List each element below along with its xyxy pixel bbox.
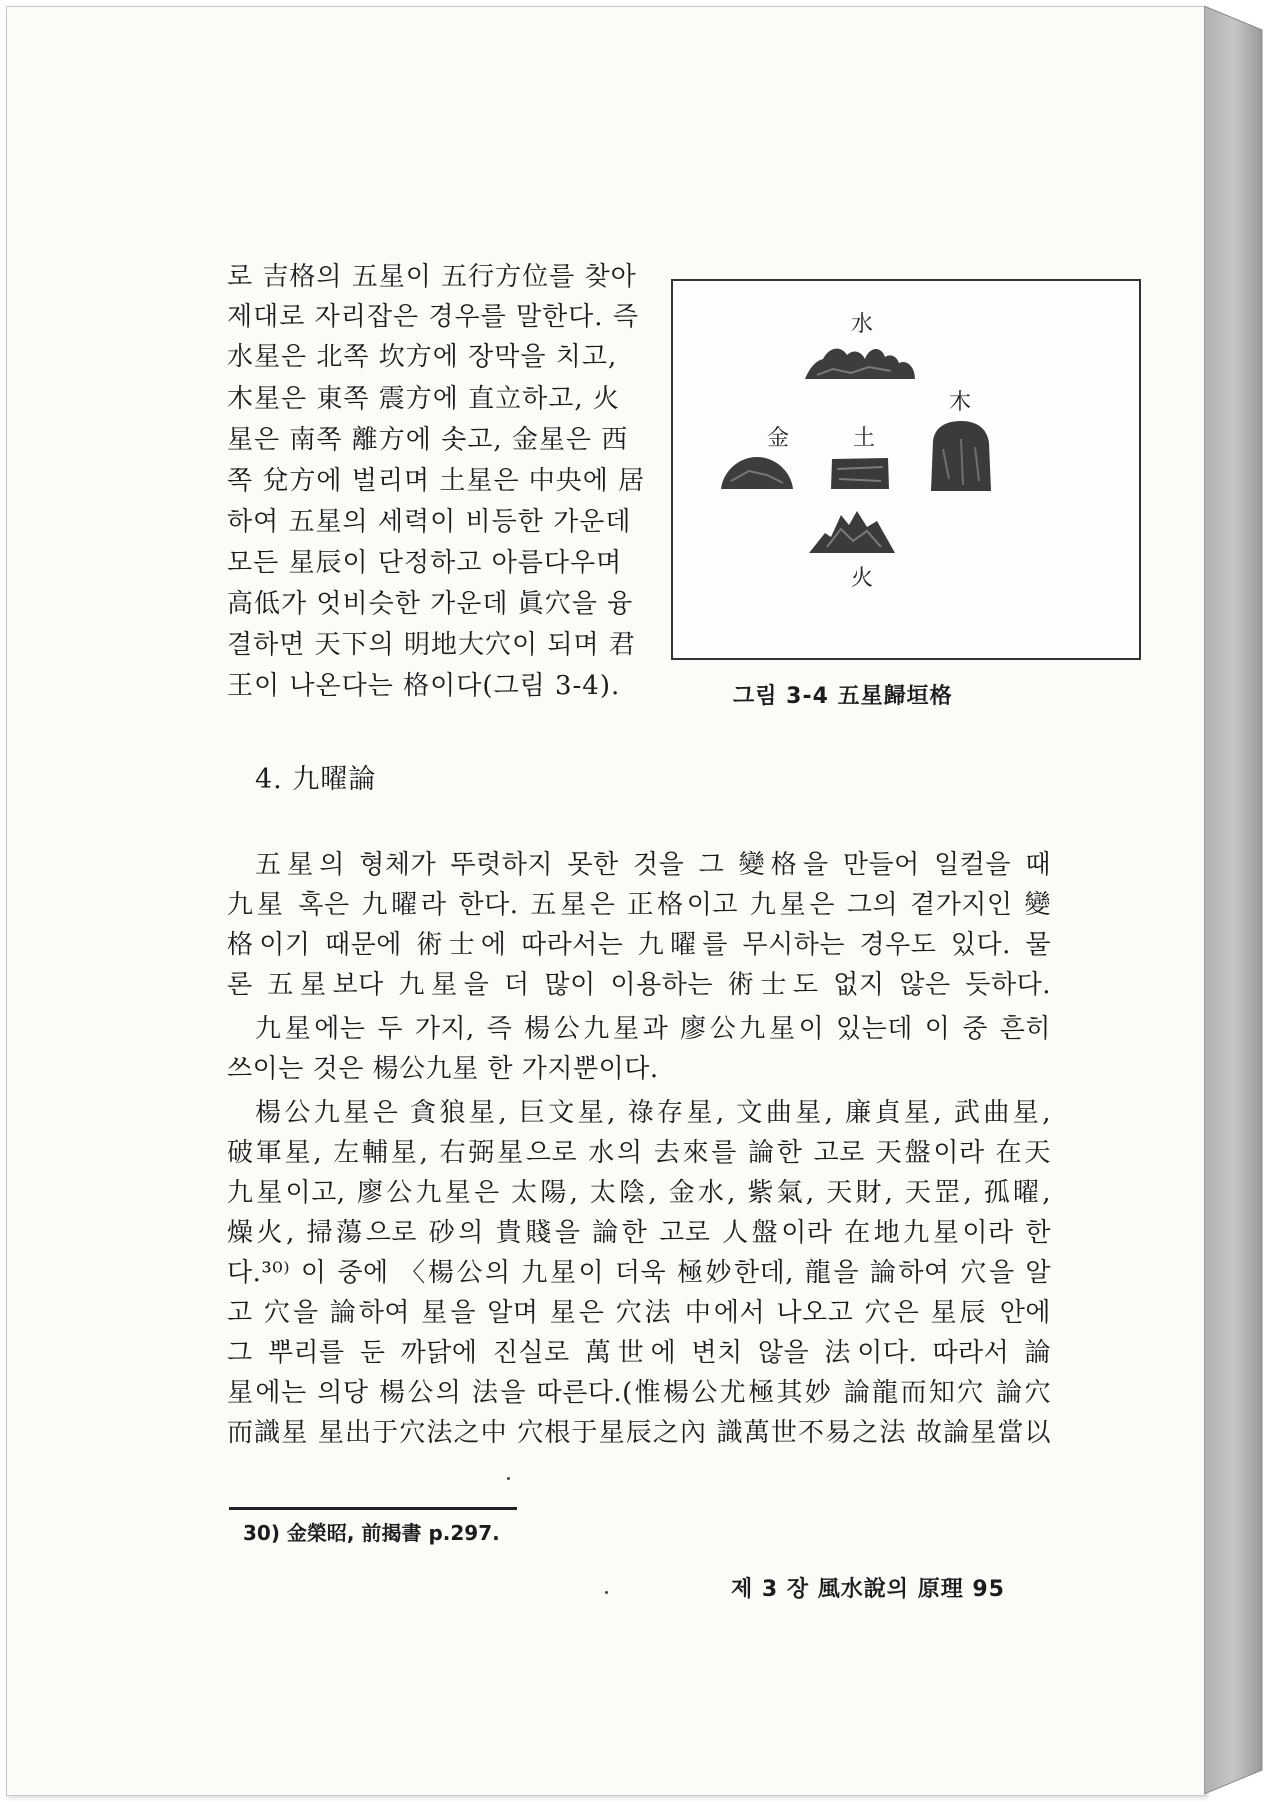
body-line: 破軍星, 左輔星, 右弼星으로 水의 去來를 論한 고로 天盤이라 在天	[227, 1138, 1051, 1168]
body-line: 楊公九星은 貪狼星, 巨文星, 祿存星, 文曲星, 廉貞星, 武曲星,	[255, 1098, 1051, 1128]
section-heading: 4. 九曜論	[255, 764, 377, 795]
body-line: 고 穴을 論하여 星을 알며 星은 穴法 中에서 나오고 穴은 星辰 안에	[227, 1298, 1051, 1328]
body-line: 九星 혹은 九曜라 한다. 五星은 正格이고 九星은 그의 곁가지인 變	[227, 890, 1051, 920]
body-line: 五星의 형체가 뚜렷하지 못한 것을 그 變格을 만들어 일컬을 때	[255, 850, 1051, 880]
body-line: 론 五星보다 九星을 더 많이 이용하는 術士도 없지 않은 듯하다.	[227, 970, 1051, 1000]
intro-line: 木星은 東쪽 震方에 直立하고, 火	[227, 384, 620, 414]
print-speck	[507, 1477, 510, 1480]
footnote-rule	[229, 1507, 517, 1510]
label-wood: 木	[949, 390, 972, 415]
metal-star-shape	[719, 453, 795, 491]
intro-line: 星은 南쪽 離方에 솟고, 金星은 西	[227, 425, 629, 455]
intro-line: 쪽 兌方에 벌리며 土星은 中央에 居	[227, 466, 646, 496]
water-star-shape	[803, 339, 919, 383]
body-line: 九星에는 두 가지, 즉 楊公九星과 廖公九星이 있는데 이 중 흔히	[255, 1014, 1051, 1044]
wood-star-shape	[929, 419, 993, 493]
five-stars-figure	[671, 279, 1141, 660]
label-metal: 金	[767, 426, 790, 451]
body-line: 九星이고, 廖公九星은 太陽, 太陰, 金水, 紫氣, 天財, 天罡, 孤曜,	[227, 1178, 1051, 1208]
intro-line: 水星은 北쪽 坎方에 장막을 치고,	[227, 342, 618, 372]
page-content	[7, 7, 1205, 1795]
running-footer: 제 3 장 風水說의 原理 95	[731, 1577, 1005, 1602]
fire-star-shape	[807, 507, 897, 555]
intro-line: 모든 星辰이 단정하고 아름다우며	[227, 548, 623, 578]
intro-line: 결하면 天下의 明地大穴이 되며 君	[227, 630, 636, 660]
body-line: 다.³⁰⁾ 이 중에 〈楊公의 九星이 더욱 極妙한데, 龍을 論하여 穴을 알	[227, 1258, 1051, 1288]
label-earth: 土	[853, 426, 876, 451]
label-fire: 火	[851, 566, 874, 591]
figure-caption: 그림 3-4 五星歸垣格	[733, 684, 953, 709]
intro-line: 하여 五星의 세력이 비등한 가운데	[227, 507, 632, 537]
body-line: 쓰이는 것은 楊公九星 한 가지뿐이다.	[227, 1054, 659, 1084]
label-water: 水	[851, 312, 874, 337]
earth-star-shape	[829, 455, 891, 491]
body-line: 星에는 의당 楊公의 法을 따른다.(惟楊公尤極其妙 論龍而知穴 論穴	[227, 1378, 1051, 1408]
intro-line: 제대로 자리잡은 경우를 말한다. 즉	[227, 302, 639, 332]
book-edge	[1204, 6, 1279, 1794]
book-page	[6, 6, 1206, 1796]
body-line: 而識星 星出于穴法之中 穴根于星辰之內 識萬世不易之法 故論星當以	[227, 1418, 1051, 1448]
print-speck	[605, 1591, 608, 1594]
footnote: 30) 金榮昭, 前揭書 p.297.	[243, 1521, 500, 1545]
body-line: 格이기 때문에 術士에 따라서는 九曜를 무시하는 경우도 있다. 물	[227, 930, 1051, 960]
body-line: 그 뿌리를 둔 까닭에 진실로 萬世에 변치 않을 法이다. 따라서 論	[227, 1338, 1051, 1368]
intro-line: 로 吉格의 五星이 五行方位를 찾아	[227, 262, 637, 292]
body-line: 燥火, 掃蕩으로 砂의 貴賤을 論한 고로 人盤이라 在地九星이라 한	[227, 1218, 1051, 1248]
intro-line: 高低가 엇비슷한 가운데 眞穴을 융	[227, 589, 634, 619]
intro-line: 王이 나온다는 格이다(그림 3-4).	[227, 671, 621, 701]
